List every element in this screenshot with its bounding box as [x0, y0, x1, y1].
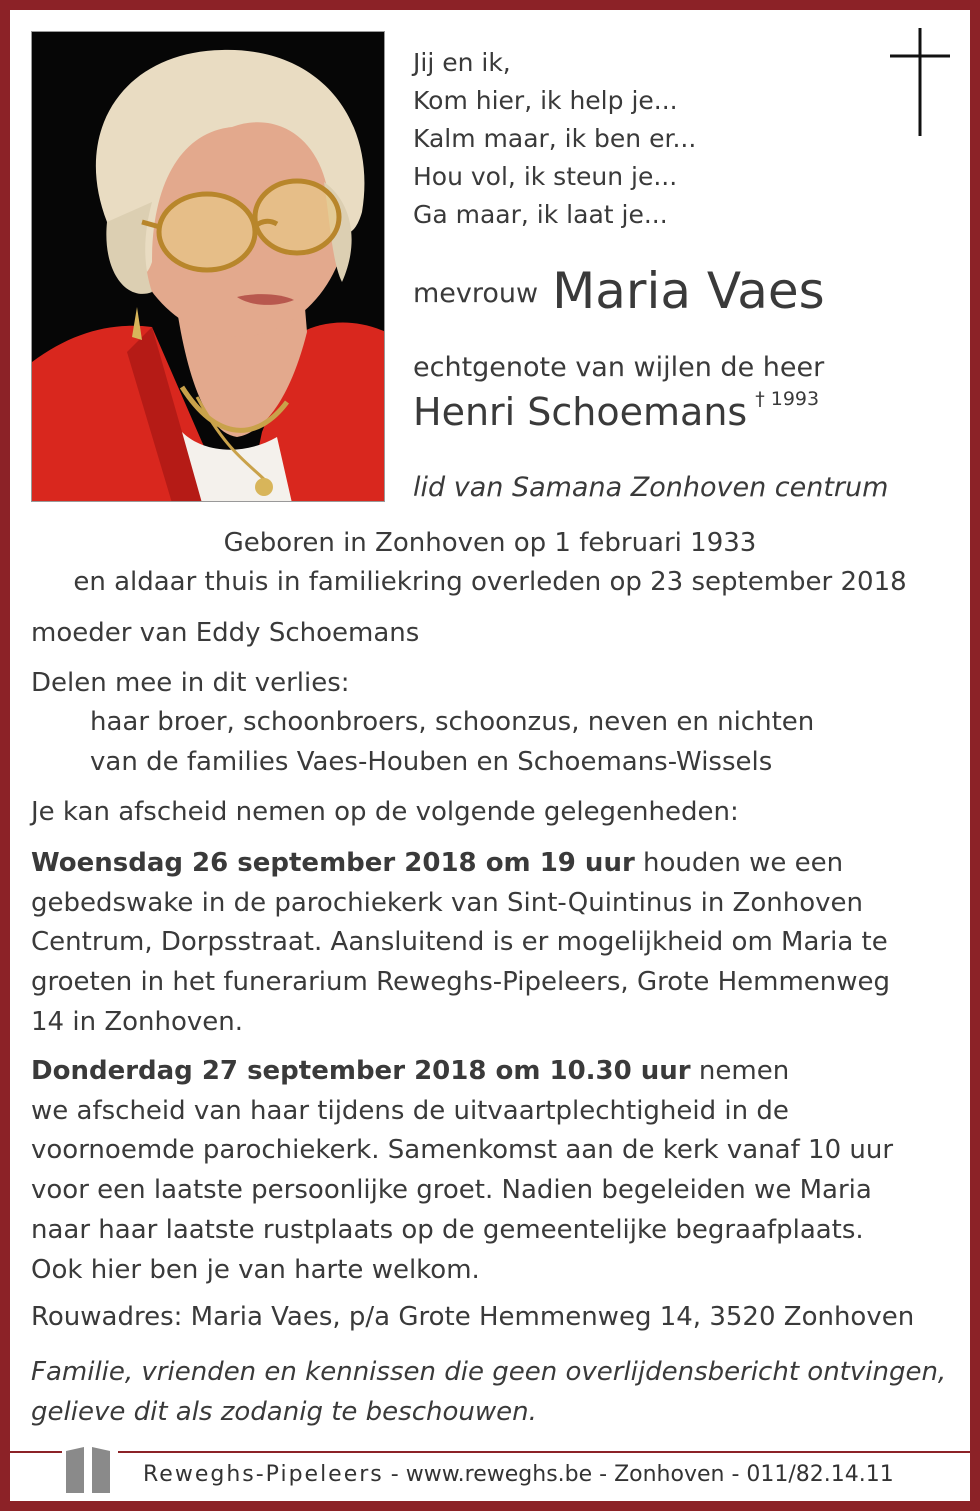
poem-line: Kom hier, ik help je...	[413, 86, 678, 115]
footer-divider	[10, 1451, 970, 1453]
spouse-death-year: † 1993	[755, 388, 820, 410]
funeral-text: nemen	[690, 1056, 790, 1086]
deceased-title: mevrouw	[413, 278, 539, 309]
death-line: en aldaar thuis in familiekring overleden op 23 september 2018	[73, 567, 907, 597]
funeral-home-logo	[62, 1443, 118, 1493]
relatives-line: haar broer, schoonbroers, schoonzus, neven en nichten	[90, 707, 815, 737]
spouse-intro: echtgenote van wijlen de heer	[413, 352, 825, 383]
mother-of: moeder van Eddy Schoemans	[31, 618, 420, 648]
funeral-text: Ook hier ben je van harte welkom.	[31, 1254, 480, 1285]
wake-paragraph	[31, 844, 961, 1043]
funeral-text: voornoemde parochiekerk. Samenkomst aan de kerk vanaf 10 uur	[31, 1135, 894, 1166]
notice-line: Familie, vrienden en kennissen die geen overlijdensbericht ontvingen,	[31, 1357, 947, 1387]
share-intro: Delen mee in dit verlies:	[31, 668, 350, 698]
wake-datetime: Woensdag 26 september 2018 om 19 uur	[31, 848, 635, 878]
birth-line: Geboren in Zonhoven op 1 februari 1933	[223, 528, 757, 558]
membership: lid van Samana Zonhoven centrum	[413, 472, 889, 503]
wake-text: Centrum, Dorpsstraat. Aansluitend is er mogelijkheid om Maria te	[31, 927, 888, 958]
portrait-photo	[31, 31, 385, 502]
funeral-text: we afscheid van haar tijdens de uitvaartplechtigheid in de	[31, 1095, 789, 1126]
poem-line: Ga maar, ik laat je...	[413, 200, 668, 229]
funeral-paragraph	[31, 1052, 961, 1290]
footer-firm: Reweghs-Pipeleers	[143, 1462, 384, 1487]
footer	[10, 1440, 970, 1500]
notice-line: gelieve dit als zodanig te beschouwen.	[31, 1397, 537, 1427]
mourning-address: Rouwadres: Maria Vaes, p/a Grote Hemmenweg 14, 3520 Zonhoven	[31, 1302, 915, 1332]
footer-details: www.reweghs.be - Zonhoven - 011/82.14.11	[405, 1462, 894, 1487]
deceased-name: Maria Vaes	[552, 262, 825, 320]
notice	[31, 1352, 946, 1432]
footer-separator: -	[383, 1462, 406, 1487]
footer-text	[143, 1462, 894, 1487]
relatives-line: van de families Vaes-Houben en Schoemans-Wissels	[90, 747, 773, 777]
funeral-text: voor een laatste persoonlijke groet. Nadien begeleiden we Maria	[31, 1175, 872, 1206]
poem-line: Hou vol, ik steun je...	[413, 162, 678, 191]
wake-text: groeten in het funerarium Reweghs-Pipeleers, Grote Hemmenweg	[31, 967, 891, 998]
portrait-illustration	[32, 32, 385, 502]
poem-line: Kalm maar, ik ben er...	[413, 124, 697, 153]
cross-icon	[888, 28, 952, 138]
funeral-datetime: Donderdag 27 september 2018 om 10.30 uur	[31, 1056, 691, 1086]
spouse-heading	[413, 388, 819, 434]
funeral-text: naar haar laatste rustplaats op de gemeentelijke begraafplaats.	[31, 1214, 864, 1245]
poem-line: Jij en ik,	[413, 48, 511, 77]
wake-text: houden we een	[634, 848, 844, 878]
wake-text: gebedswake in de parochiekerk van Sint-Quintinus in Zonhoven	[31, 887, 863, 918]
poem	[413, 44, 696, 234]
deceased-heading	[413, 262, 825, 320]
farewell-intro: Je kan afscheid nemen op de volgende gelegenheden:	[31, 797, 739, 827]
wake-text: 14 in Zonhoven.	[31, 1006, 244, 1037]
spouse-name: Henri Schoemans	[413, 390, 748, 434]
